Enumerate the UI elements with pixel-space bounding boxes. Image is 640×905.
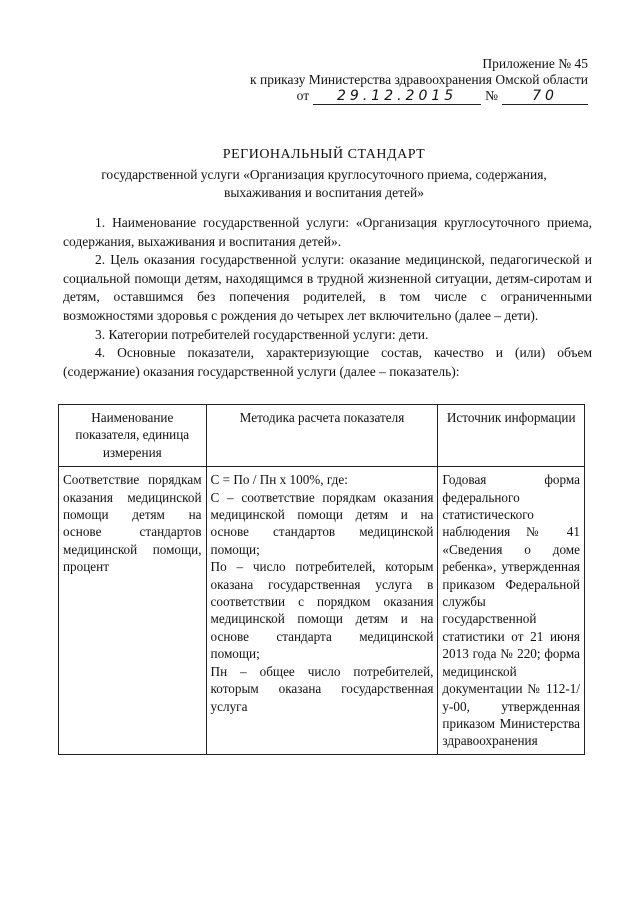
formula-line: С = По / Пн х 100%, где: [210,472,348,488]
document-title [60,146,588,202]
formula-c-definition: С – соответствие порядкам оказания медицинской помощи детям и на основе стандартов медицинской помощи; [210,489,434,557]
paragraph-1: 1. Наименование государственной услуги: «Организация круглосуточного приема, содержания, выхаживания и воспитания детей». [63,215,592,249]
information-source-cell: Годовая форма федерального статистического наблюдения № 41 «Сведения о доме ребенка», утвержденная приказом Федеральной службы государственной статистики от 21 июня 2013 года № 220; форма медицинской документации № 112-1/у-00, утвержденная приказом Министерства здравоохранения [438,467,585,755]
handwritten-number: 70 [502,88,588,105]
header-information-source: Источник информации [438,405,585,467]
header-calculation-method: Методика расчета показателя [206,405,438,467]
service-title-line-1: государственной услуги «Организация круглосуточного приема, содержания, [101,167,547,182]
calculation-method-cell [206,467,438,755]
indicators-table [58,404,585,755]
order-date-line [250,88,588,105]
indicator-name-cell: Соответствие порядкам оказания медицинской помощи детям на основе стандартов медицинской помощи, процент [59,467,207,755]
order-reference: к приказу Министерства здравоохранения Омской области [250,72,588,87]
appendix-header [250,56,588,105]
from-label: от [296,88,310,103]
table-row [59,467,585,755]
formula-pn-definition: Пн – общее число потребителей, которым оказана государственная услуга [210,663,434,714]
handwritten-date: 29.12.2015 [313,88,481,105]
standard-title: РЕГИОНАЛЬНЫЙ СТАНДАРТ [222,147,426,162]
service-title-line-2: выхаживания и воспитания детей» [223,185,424,200]
paragraph-4: 4. Основные показатели, характеризующие состав, качество и (или) объем (содержание) оказания государственной услуги (далее – показатель): [63,345,592,379]
header-indicator-name: Наименование показателя, единица измерения [59,405,207,467]
appendix-number: Приложение № 45 [482,56,588,71]
document-body [63,214,592,381]
paragraph-2: 2. Цель оказания государственной услуги: оказание медицинской, педагогической и социальной помощи детям, находящимся в трудной жизненной ситуации, детям-сиротам и детям, оставшимся без попечения родителей, в том числе с ограниченными возможностями здоровья с рождения до четырех лет включительно (далее – дети). [63,252,592,323]
formula-po-definition: По – число потребителей, которым оказана государственная услуга в соответствии с порядком оказания медицинской помощи детям и на основе стандарта медицинской помощи; [210,559,434,662]
number-label: № [485,88,498,103]
table-header-row [59,405,585,467]
paragraph-3: 3. Категории потребителей государственной услуги: дети. [95,326,429,342]
